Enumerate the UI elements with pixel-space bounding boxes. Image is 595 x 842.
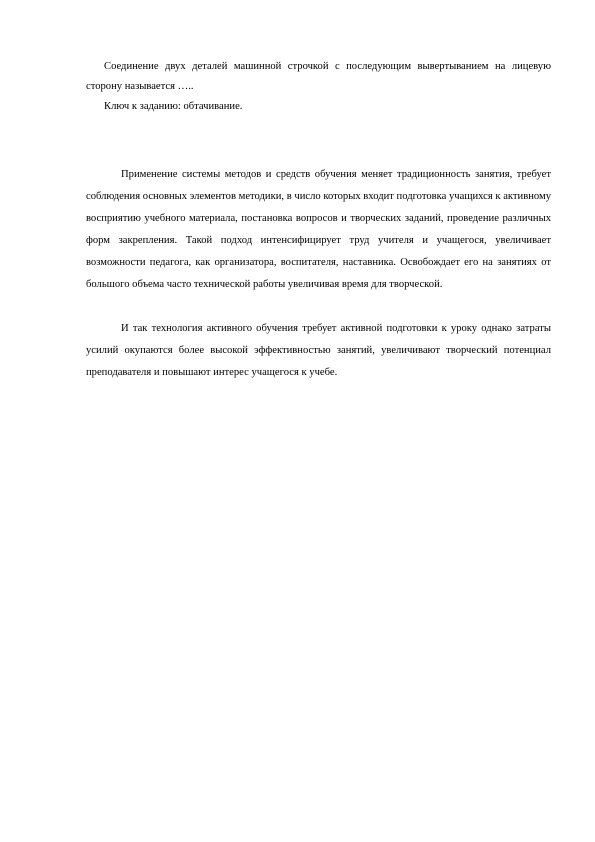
body-paragraph-1: Применение системы методов и средств обучения меняет традиционность занятия, требует соблюдения основных элементов методики, в число которых входит подготовка учащихся к активному восприятию учебного материала, постановка вопросов и творческих заданий, проведение различных форм закрепления. Такой подход интенсифицирует труд учителя и учащегося, увеличивает возможности педагога, как организатора, воспитателя, наставника. Освобождает его на занятиях от большого объема часто технической работы увеличивая время для творческой.: [86, 169, 551, 290]
body-paragraph-2: И так технология активного обучения требует активной подготовки к уроку однако затраты усилий окупаются более высокой эффективностью занятий, увеличивают творческий потенциал преподавателя и повышают интерес учащегося к учебе.: [86, 323, 551, 378]
question-text: Соединение двух деталей машинной строчкой с последующим вывертыванием на лицевую сторону называется …..: [86, 61, 551, 92]
answer-key-text: Ключ к заданию: обтачивание.: [104, 101, 243, 112]
